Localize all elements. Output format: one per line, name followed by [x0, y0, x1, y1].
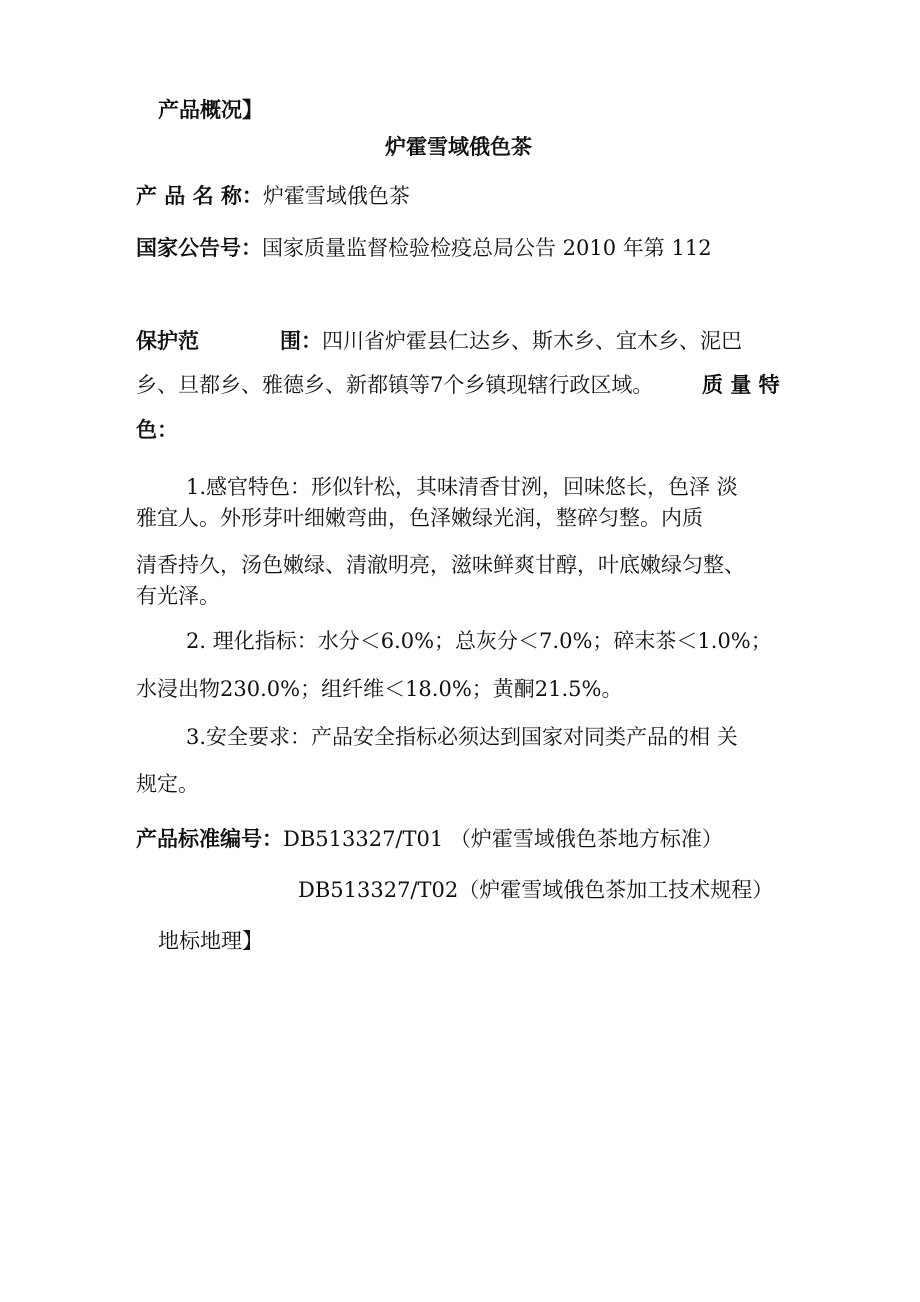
- protection-label-part1: 保护范: [136, 329, 199, 353]
- physchem-line-1: 2. 理化指标：水分＜6.0%；总灰分＜7.0%；碎末茶＜1.0%；: [186, 629, 772, 653]
- section-overview-heading: 产品概况】: [158, 98, 263, 122]
- notice-label: 国家公告号：: [136, 236, 262, 260]
- product-name-label: 产 品 名 称：: [136, 184, 263, 208]
- standard-2: DB513327/T02（炉霍雪域俄色茶加工技术规程）: [298, 878, 774, 902]
- notice-row: [136, 234, 712, 262]
- document-title: 炉霍雪域俄色茶: [385, 135, 532, 159]
- standard-1: DB513327/T01 （炉霍雪域俄色茶地方标准）: [283, 827, 723, 851]
- product-name-row: [136, 182, 410, 210]
- notice-value: 国家质量监督检验检疫总局公告 2010 年第 112: [262, 236, 712, 260]
- sensory-line-2: 雅宜人。外形芽叶细嫩弯曲，色泽嫩绿光润，整碎匀整。内质: [136, 506, 703, 530]
- safety-line-2: 规定。: [136, 772, 199, 796]
- standards-label: 产品标准编号：: [136, 827, 283, 851]
- sensory-line-4: 有光泽。: [136, 584, 220, 608]
- protection-line-2-row: [136, 371, 653, 399]
- protection-row: [280, 327, 742, 355]
- standards-row: [136, 825, 723, 853]
- quality-label-part1: 质 量 特: [702, 373, 780, 397]
- quality-label-part2: 色：: [136, 418, 178, 442]
- protection-line-1: 四川省炉霍县仁达乡、斯木乡、宜木乡、泥巴: [322, 329, 742, 353]
- protection-label-part2: 围：: [280, 329, 322, 353]
- section-geo-heading: 地标地理】: [158, 929, 263, 953]
- sensory-line-3: 清香持久，汤色嫩绿、清澈明亮，滋味鲜爽甘醇，叶底嫩绿匀整、: [136, 553, 745, 577]
- protection-line-2: 乡、旦都乡、雅德乡、新都镇等7个乡镇现辖行政区域。: [136, 373, 654, 397]
- product-name-value: 炉霍雪域俄色茶: [262, 184, 410, 208]
- physchem-line-2: 水浸出物230.0%；组纤维＜18.0%；黄酮21.5%。: [136, 677, 623, 701]
- safety-line-1: 3.安全要求：产品安全指标必须达到国家对同类产品的相 关: [186, 725, 738, 749]
- sensory-line-1: 1.感官特色：形似针松，其味清香甘洌，回味悠长，色泽 淡: [186, 475, 738, 499]
